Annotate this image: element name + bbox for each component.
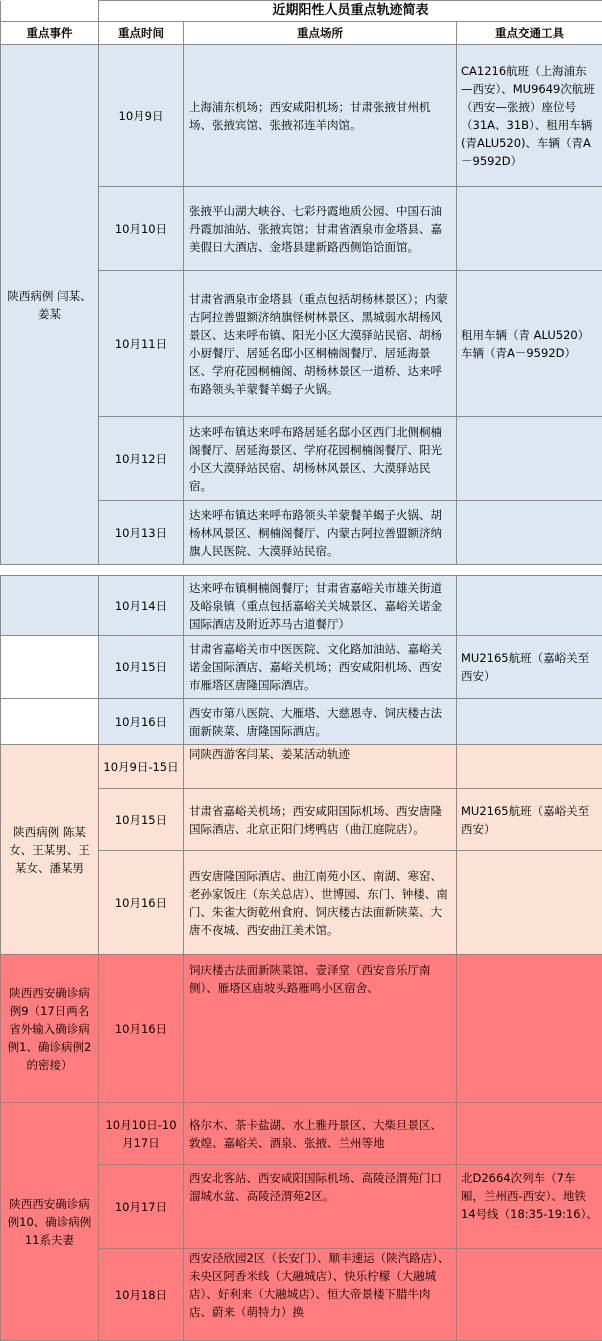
time-cell: 10月9日 [99,45,184,187]
place-cell: 甘肃省嘉峪关市中医医院、文化路加油站、嘉峪关诺金国际酒店、嘉峪关机场；西安咸阳机场、西安市雁塔区唐隆国际酒店。 [184,636,457,699]
header-time: 重点时间 [99,22,184,45]
event-cell-continued [1,576,99,636]
table-row [1,1103,602,1165]
time-cell: 10月13日 [99,501,184,565]
blank-corner [1,1,99,22]
transport-cell [457,187,602,271]
transport-cell: CA1216航班（上海浦东—西安）、MU9649次航班（西安—张掖）座位号（31A、31B）、租用车辆(青ALU520)、车辆（青A－9592D） [457,45,602,187]
time-cell: 10月16日 [99,955,184,1103]
time-cell: 10月12日 [99,417,184,501]
event-cell: 陕西病例 闫某、姜某 [1,45,99,565]
event-cell-continued [1,636,99,699]
transport-cell [457,851,602,955]
time-cell: 10月16日 [99,851,184,955]
place-cell: 甘肃省酒泉市金塔县（重点包括胡杨林景区）；内蒙古阿拉善盟额济纳旗怪树林景区、黑城弱水胡杨风景区、达来呼布镇、阳光小区大漠驿站民宿、胡杨小厨餐厅、居延名邸小区桐楠阁餐厅、居延海景区、学府花园桐楠阁、胡杨林景区一道桥、达来呼布路领头羊蒙餐羊蝎子火锅。 [184,271,457,417]
table-row [1,745,602,789]
time-cell: 10月15日 [99,636,184,699]
time-cell: 10月18日 [99,1249,184,1341]
time-cell: 10月10日 [99,187,184,271]
place-cell: 西安唐隆国际酒店、曲江南苑小区、南湖、寒窑、老孙家饭庄（东关总店）、世博园、东门、钟楼、南门、朱雀大街乾州食府、饲庆楼古法面新陕菜、大唐不夜城、西安曲江美术馆。 [184,851,457,955]
time-cell: 10月16日 [99,699,184,745]
event-cell: 陕西西安确诊病例10、确诊病例11系夫妻 [1,1103,99,1341]
place-cell: 达来呼布镇达来呼布路居延名邸小区西门北侧桐楠阁餐厅、居延海景区、学府花园桐楠阁餐厅、阳光小区大漠驿站民宿、胡杨林风景区、大漠驿站民宿。 [184,417,457,501]
transport-cell [457,955,602,1103]
time-cell: 10月10日-10月17日 [99,1103,184,1165]
transport-cell: 租用车辆（青 ALU520）车辆（青A－9592D） [457,271,602,417]
transport-cell [457,576,602,636]
table-row [1,576,602,636]
transport-cell: MU2165航班（嘉峪关至西安） [457,789,602,851]
header-event: 重点事件 [1,22,99,45]
place-cell: 格尔木、茶卡盐湖、水上雅丹景区、大柴旦景区、敦煌、嘉峪关、酒泉、张掖、兰州等地 [184,1103,457,1165]
place-cell: 达来呼布镇桐楠阁餐厅；甘肃省嘉峪关市雄关街道及峪泉镇（重点包括嘉峪关关城景区、嘉峪关诺金国际酒店及附近苏马古道餐厅） [184,576,457,636]
place-cell: 张掖平山湖大峡谷、七彩丹霞地质公园、中国石油丹霞加油站、张掖宾馆；甘肃省酒泉市金塔县、嘉美假日大酒店、金塔县建新路西侧馅饸面馆。 [184,187,457,271]
place-cell: 达来呼布镇达来呼布路领头羊蒙餐羊蝎子火锅、胡杨林风景区、桐楠阁餐厅、内蒙古阿拉善盟额济纳旗人民医院、大漠驿站民宿。 [184,501,457,565]
table-row [1,45,602,187]
header-transport: 重点交通工具 [457,22,602,45]
time-cell: 10月9日-15日 [99,745,184,789]
page-break [1,565,602,576]
time-cell: 10月11日 [99,271,184,417]
event-cell: 陕西西安确诊病例9（17日两名省外输入确诊病例1、确诊病例2的密接） [1,955,99,1103]
header-place: 重点场所 [184,22,457,45]
transport-cell [457,417,602,501]
time-cell: 10月14日 [99,576,184,636]
place-cell: 西安北客站、西安咸阳国际机场、高陵泾渭苑门口溜城水盆、高陵泾渭苑2区。 [184,1165,457,1249]
table-row [1,636,602,699]
place-cell: 上海浦东机场；西安咸阳机场；甘肃张掖甘州机场、张掖宾馆、张掖祁连羊肉馆。 [184,45,457,187]
time-cell: 10月17日 [99,1165,184,1249]
event-cell: 陕西病例 陈某女、王某男、王某女、潘某男 [1,745,99,955]
transport-cell [457,699,602,745]
place-cell: 同陕西游客闫某、姜某活动轨迹 [184,745,457,789]
place-cell: 甘肃省嘉峪关机场；西安咸阳国际机场、西安唐隆国际酒店、北京正阳门烤鸭店（曲江庭院店）。 [184,789,457,851]
table-row [1,699,602,745]
table-row [1,955,602,1103]
transport-cell: 北D2664次列车（7车厢，兰州西-西安）、地铁14号线（18:35-19:16）、 [457,1165,602,1249]
place-cell: 西安泾欣园2区（长安门）、顺丰速运（陕汽路店）、未央区阿香米线（大融城店）、快乐柠檬（大融城店）、好利来（大融城店）、恒大帝景楼下腊牛肉店、蔚来（萌特力）换 [184,1249,457,1341]
transport-cell [457,1103,602,1165]
transport-cell: MU2165航班（嘉峪关至西安） [457,636,602,699]
transport-cell [457,501,602,565]
table-title: 近期阳性人员重点轨迹简表 [99,1,602,22]
place-cell: 西安市第八医院、大雁塔、大慈恩寺、饲庆楼古法面新陕菜、唐隆国际酒店。 [184,699,457,745]
transport-cell [457,1249,602,1341]
time-cell: 10月15日 [99,789,184,851]
event-cell-continued [1,699,99,745]
place-cell: 饲庆楼古法面新陕菜馆、壹泽堂（西安音乐厅南侧）、雁塔区庙坡头路雁鸣小区宿舍、 [184,955,457,1103]
transport-cell [457,745,602,789]
